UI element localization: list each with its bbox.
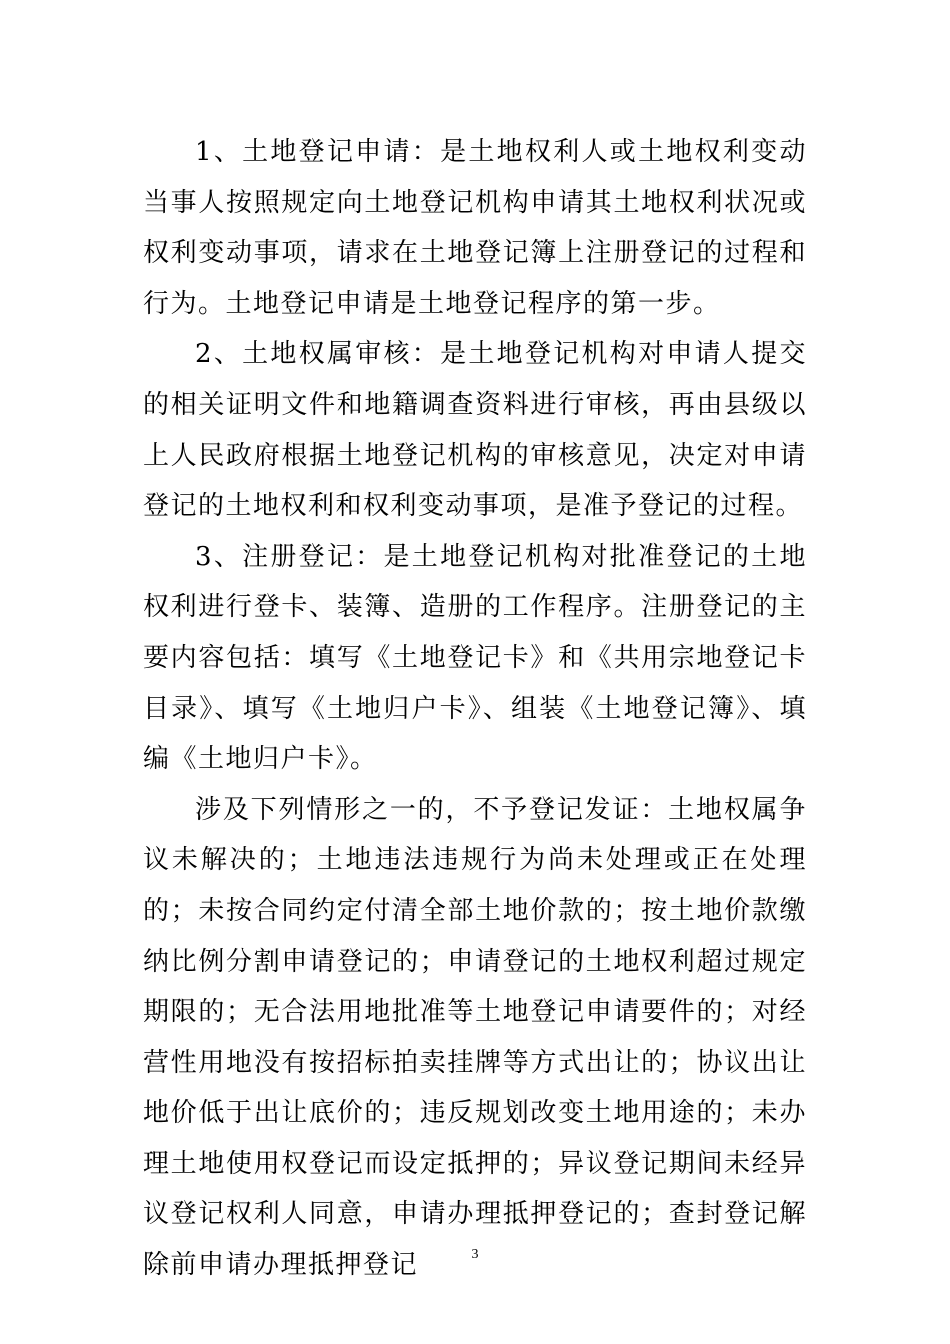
paragraph-registration-entry: 3、注册登记：是土地登记机构对批准登记的土地权利进行登卡、装簿、造册的工作程序。注册登记的主要内容包括：填写《土地登记卡》和《共用宗地登记卡目录》、填写《土地归户卡》、组装《土地登记簿》、填编《土地归户卡》。 — [143, 541, 807, 775]
paragraph-refusal-conditions: 涉及下列情形之一的，不予登记发证：土地权属争议未解决的；土地违法违规行为尚未处理或正在处理的；未按合同约定付清全部土地价款的；按土地价款缴纳比例分割申请登记的；申请登记的土地权利超过规定期限的；无合法用地批准等土地登记申请要件的；对经营性用地没有按招标拍卖挂牌等方式出让的；协议出让地价低于出让底价的；违反规划改变土地用途的；未办理土地使用权登记而设定抵押的；异议登记期间未经异议登记权利人同意，申请办理抵押登记的；查封登记解除前申请办理抵押登记 — [143, 794, 807, 1281]
page-number: 3 — [471, 1247, 479, 1262]
body-text — [143, 127, 807, 1291]
paragraph-land-registration-application: 1、土地登记申请：是土地权利人或土地权利变动当事人按照规定向土地登记机构申请其土地权利状况或权利变动事项，请求在土地登记簿上注册登记的过程和行为。土地登记申请是土地登记程序的第一步。 — [143, 137, 807, 319]
paragraph-land-ownership-review: 2、土地权属审核：是土地登记机构对申请人提交的相关证明文件和地籍调查资料进行审核，再由县级以上人民政府根据土地登记机构的审核意见，决定对申请登记的土地权利和权利变动事项，是准予登记的过程。 — [143, 339, 807, 522]
